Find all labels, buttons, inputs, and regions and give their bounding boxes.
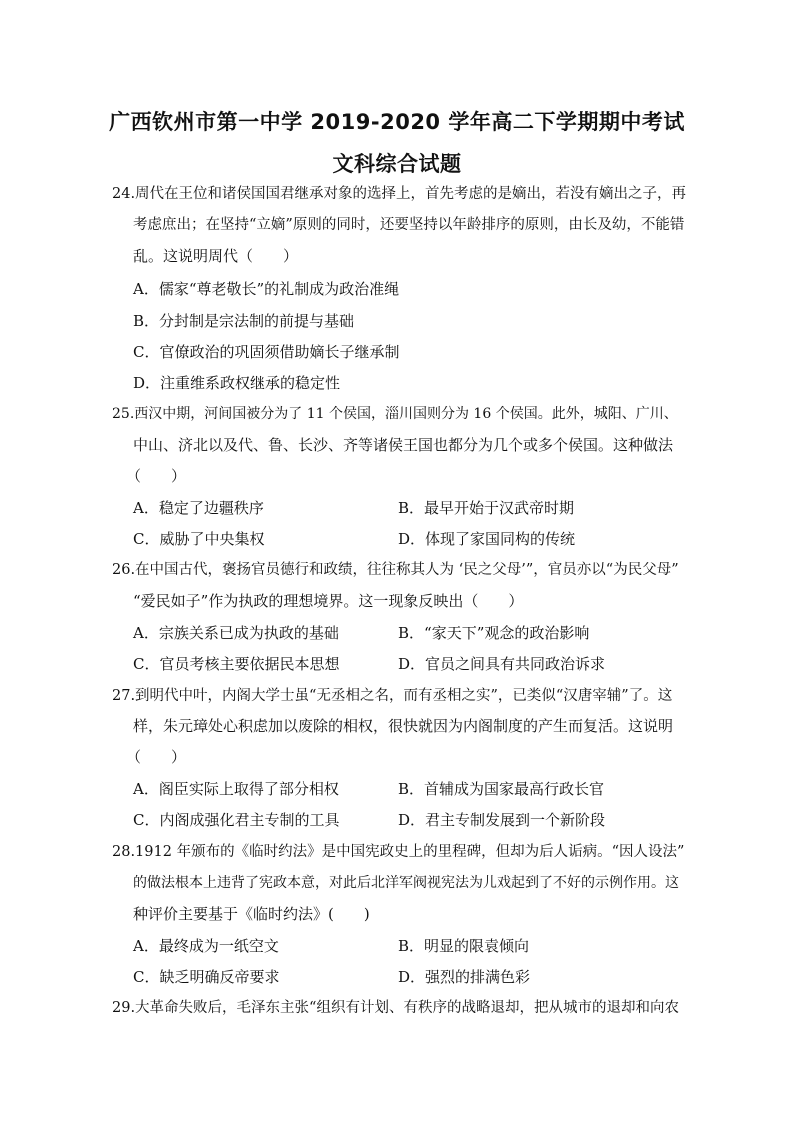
question-24-option-b: B．分封制是宗法制的前提与基础 (133, 312, 355, 330)
question-28-line-1: 28.1912 年颁布的《临时约法》是中国宪政史上的里程碑，但却为后人诟病。“因人设法” (112, 844, 685, 860)
question-25-option-d: D．体现了家国同构的传统 (398, 530, 576, 548)
question-25-line-3: （ ） (126, 467, 187, 485)
question-25-option-c: C．威胁了中央集权 (133, 530, 265, 548)
page-subtitle: 文科综合试题 (332, 152, 462, 176)
question-26-option-a: A．宗族关系已成为执政的基础 (133, 624, 339, 642)
question-27-option-d: D．君主专制发展到一个新阶段 (398, 811, 606, 829)
question-28-line-3: 种评价主要基于《临时约法》( ) (133, 905, 370, 923)
question-27-option-a: A．阁臣实际上取得了部分相权 (133, 780, 339, 798)
question-26-line-1: 26.在中国古代，褒扬官员德行和政绩，往往称其人为 ‘民之父母’”，官员亦以“为民父母” (112, 562, 679, 578)
question-27-option-b: B．首辅成为国家最高行政长官 (398, 780, 605, 798)
question-28-line-2: 的做法根本上违背了宪政本意，对此后北洋军阀视宪法为儿戏起到了不好的示例作用。这 (133, 875, 679, 891)
question-24-option-d: D．注重维系政权继承的稳定性 (133, 374, 341, 392)
page-title: 广西钦州市第一中学 2019-2020 学年高二下学期期中考试 (109, 110, 685, 134)
question-29-line-1: 29.大革命失败后，毛泽东主张“组织有计划、有秩序的战略退却，把从城市的退却和向农 (112, 1000, 679, 1016)
question-24-option-a: A．儒家“尊老敬长”的礼制成为政治准绳 (133, 280, 400, 298)
question-24-option-c: C．官僚政治的巩固须借助嫡长子继承制 (133, 343, 400, 361)
question-25-line-1: 25.西汉中期，河间国被分为了 11 个侯国，淄川国则分为 16 个侯国。此外，城阳、广川、 (112, 406, 678, 422)
question-25-line-2: 中山、济北以及代、鲁、长沙、齐等诸侯王国也都分为几个或多个侯国。这种做法 (133, 436, 674, 454)
question-24-line-2: 考虑庶出；在坚持“立嫡”原则的同时，还要坚持以年龄排序的原则，由长及幼，不能错 (133, 217, 685, 233)
question-24-line-3: 乱。这说明周代（ ） (133, 247, 299, 265)
question-27-line-2: 样，朱元璋处心积虑加以废除的相权，很快就因为内阁制度的产生而复活。这说明 (133, 717, 674, 735)
question-27-option-c: C．内阁成强化君主专制的工具 (133, 811, 340, 829)
question-28-option-a: A．最终成为一纸空文 (133, 937, 279, 955)
question-26-line-2: “爱民如子”作为执政的理想境界。这一现象反映出（ ） (133, 592, 524, 610)
question-28-option-d: D．强烈的排满色彩 (398, 968, 531, 986)
question-27-line-3: （ ） (126, 748, 187, 766)
question-25-option-b: B．最早开始于汉武帝时期 (398, 499, 575, 517)
question-25-option-a: A．稳定了边疆秩序 (133, 499, 264, 517)
question-26-option-b: B．“家天下”观念的政治影响 (398, 624, 590, 642)
question-26-option-d: D．官员之间具有共同政治诉求 (398, 655, 606, 673)
question-28-option-c: C．缺乏明确反帝要求 (133, 968, 280, 986)
question-27-line-1: 27.到明代中叶，内阁大学士虽“无丞相之名，而有丞相之实”，已类似“汉唐宰辅”了。这 (112, 688, 673, 704)
question-28-option-b: B．明显的限袁倾向 (398, 937, 530, 955)
question-26-option-c: C．官员考核主要依据民本思想 (133, 655, 340, 673)
question-24-line-1: 24.周代在王位和诸侯国国君继承对象的选择上，首先考虑的是嫡出，若没有嫡出之子，再 (112, 186, 687, 202)
